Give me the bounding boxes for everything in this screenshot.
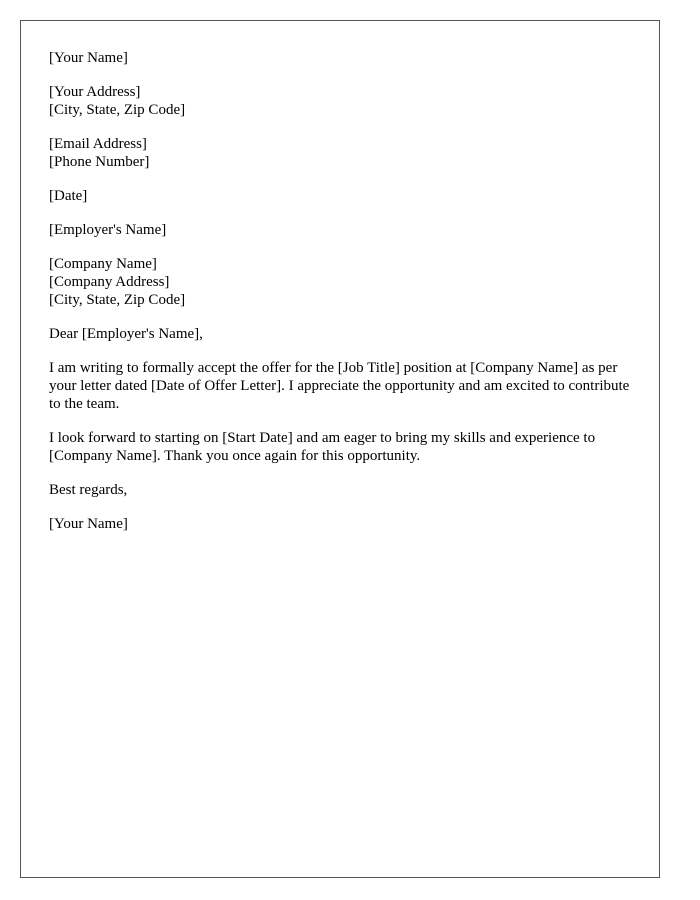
signature-block <box>49 515 639 533</box>
company-address: [Company Address] <box>49 274 170 290</box>
sender-name: [Your Name] <box>49 50 128 66</box>
signature-name: [Your Name] <box>49 516 128 532</box>
company-city-state-zip: [City, State, Zip Code] <box>49 292 186 308</box>
date-block <box>49 187 639 205</box>
sender-city-state-zip: [City, State, Zip Code] <box>49 102 186 118</box>
body-paragraph-1: I am writing to formally accept the offer for the [Job Title] position at [Company Name] as per your letter dated [Date of Offer Letter]. I appreciate the opportunity and am excited to contribute to the team. <box>49 360 630 412</box>
sender-address: [Your Address] <box>49 84 141 100</box>
body-paragraph-2: I look forward to starting on [Start Date] and am eager to bring my skills and experience to [Company Name]. Thank you once again for this opportunity. <box>49 430 596 464</box>
letter-page <box>20 20 660 878</box>
closing: Best regards, <box>49 482 128 498</box>
letter-content <box>49 49 639 549</box>
sender-address-block <box>49 83 639 119</box>
sender-contact-block <box>49 135 639 171</box>
salutation: Dear [Employer's Name], <box>49 326 203 342</box>
letter-date: [Date] <box>49 188 88 204</box>
salutation-block <box>49 325 639 343</box>
closing-block <box>49 481 639 499</box>
employer-name-block <box>49 221 639 239</box>
employer-name: [Employer's Name] <box>49 222 167 238</box>
sender-email: [Email Address] <box>49 136 147 152</box>
company-name: [Company Name] <box>49 256 157 272</box>
sender-name-block <box>49 49 639 67</box>
sender-phone: [Phone Number] <box>49 154 150 170</box>
company-address-block <box>49 255 639 309</box>
